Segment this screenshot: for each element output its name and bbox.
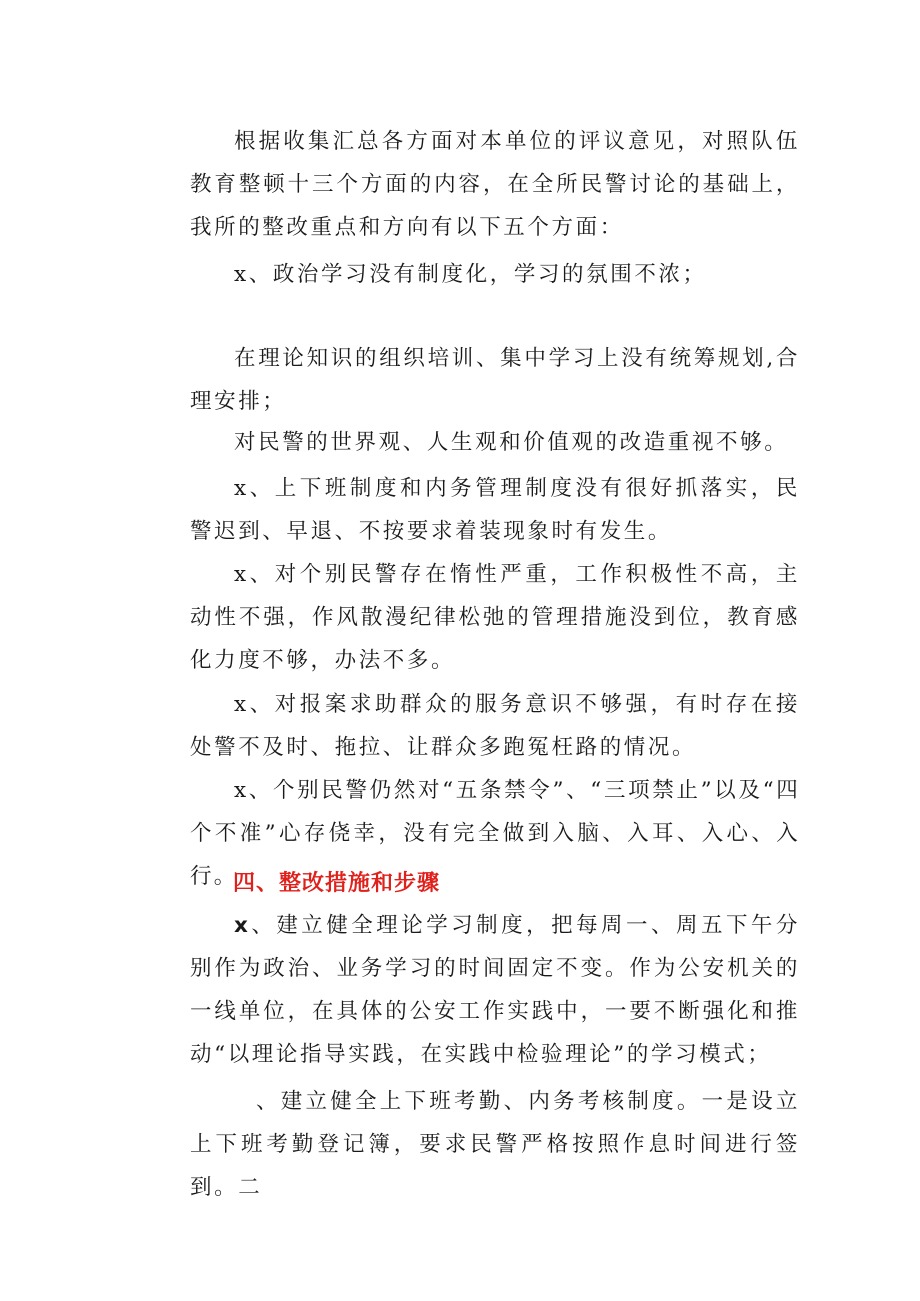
paragraph-issue-3: x、对个别民警存在惰性严重，工作积极性不高，主动性不强，作风散漫纪律松弛的管理措施没到位，教育感化力度不够，办法不多。 [190,562,800,673]
paragraph-issue-1-detail-a: 在理论知识的组织培训、集中学习上没有统筹规划,合理安排； [190,346,800,414]
paragraph-measure-2: 、建立健全上下班考勤、内务考核制度。一是设立上下班考勤登记簿，要求民警严格按照作息时间进行签到。二 [190,1089,800,1200]
section-heading: 四、整改措施和步骤 [233,871,441,896]
paragraph-intro: 根据收集汇总各方面对本单位的评议意见，对照队伍教育整顿十三个方面的内容，在全所民警讨论的基础上，我所的整改重点和方向有以下五个方面： [190,129,800,240]
measure-1-text: 、建立健全理论学习制度，把每周一、周五下午分别作为政治、业务学习的时间固定不变。作为公安机关的一线单位，在具体的公安工作实践中，一要不断强化和推动“以理论指导实践，在实践中检验理论”的学习模式； [190,913,800,1067]
paragraph-issue-5: x、个别民警仍然对“五条禁令”、“三项禁止”以及“四个不准”心存侥幸，没有完全做到入脑、入耳、入心、入行。 [190,778,800,889]
paragraph-issue-1-detail-b: 对民警的世界观、人生观和价值观的改造重视不够。 [234,430,789,455]
paragraph-measure-1 [190,904,800,1076]
paragraph-issue-1: x、政治学习没有制度化，学习的氛围不浓； [234,262,707,287]
paragraph-issue-2: x、上下班制度和内务管理制度没有很好抓落实，民警迟到、早退、不按要求着装现象时有发生。 [190,476,800,544]
measure-1-number: x [234,913,251,938]
paragraph-issue-4: x、对报案求助群众的服务意识不够强，有时存在接处警不及时、拖拉、让群众多跑冤枉路的情况。 [190,692,800,760]
